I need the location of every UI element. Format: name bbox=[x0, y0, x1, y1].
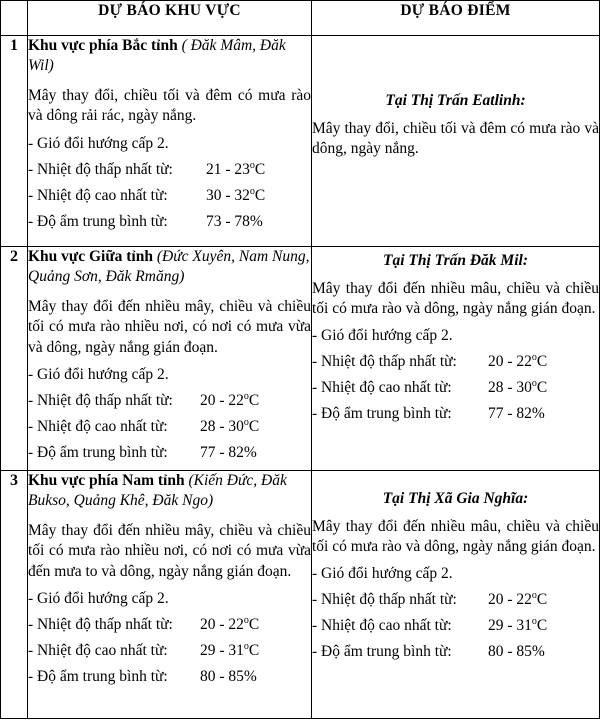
region-description: Mây thay đổi đến nhiều mây, chiều và chiều tối có mưa rào nhiều nơi, có nơi có mưa vừa và dông, ngày nắng gián đoạn. bbox=[28, 298, 311, 356]
min-temp: - Nhiệt độ thấp nhất từ: 20 - 22$^o$C bbox=[312, 352, 548, 371]
row-number: 3 bbox=[1, 471, 28, 719]
max-temp: - Nhiệt độ cao nhất từ: 30 - 32$^o$C bbox=[28, 185, 266, 204]
max-temp: - Nhiệt độ cao nhất từ: 29 - 31$^o$C bbox=[28, 640, 260, 659]
wind: - Gió đổi hướng cấp 2. bbox=[312, 327, 453, 345]
humidity: - Độ ẩm trung bình từ: 77 - 82% bbox=[312, 405, 545, 423]
min-temp: - Nhiệt độ thấp nhất từ: 20 - 22$^o$C bbox=[28, 390, 260, 409]
region-forecast bbox=[28, 36, 312, 247]
region-description: Mây thay đổi, chiều tối và đêm có mưa rào và dông rải rác, ngày nắng. bbox=[28, 87, 311, 125]
header-num bbox=[1, 1, 28, 36]
point-title: Tại Thị Trấn Đăk Mil: bbox=[383, 252, 528, 269]
forecast-row-2 bbox=[1, 247, 600, 471]
forecast-row-1 bbox=[1, 36, 600, 247]
region-forecast bbox=[28, 247, 312, 471]
region-title: Khu vực phía Bắc tỉnh ( Đăk Mâm, Đăk Wil) bbox=[28, 37, 286, 75]
min-temp: - Nhiệt độ thấp nhất từ: 20 - 22$^o$C bbox=[312, 590, 548, 609]
point-forecast bbox=[312, 36, 600, 247]
max-temp: - Nhiệt độ cao nhất từ: 28 - 30$^o$C bbox=[312, 378, 548, 397]
header-point: DỰ BÁO ĐIỂM bbox=[312, 1, 600, 36]
region-forecast bbox=[28, 471, 312, 719]
wind: - Gió đổi hướng cấp 2. bbox=[28, 134, 169, 152]
wind: - Gió đổi hướng cấp 2. bbox=[28, 365, 169, 383]
humidity: - Độ ẩm trung bình từ: 80 - 85% bbox=[312, 643, 545, 661]
region-title: Khu vực Giữa tỉnh (Đức Xuyên, Nam Nung, Quảng Sơn, Đăk Rmăng) bbox=[28, 248, 310, 286]
region-title: Khu vực phía Nam tỉnh (Kiến Đức, Đăk Bukso, Quảng Khê, Đăk Ngo) bbox=[28, 472, 287, 510]
humidity: - Độ ẩm trung bình từ: 80 - 85% bbox=[28, 667, 257, 685]
point-title: Tại Thị Xã Gia Nghĩa: bbox=[382, 490, 529, 507]
humidity: - Độ ẩm trung bình từ: 77 - 82% bbox=[28, 443, 257, 461]
max-temp: - Nhiệt độ cao nhất từ: 29 - 31$^o$C bbox=[312, 616, 548, 635]
row-number: 2 bbox=[1, 247, 28, 471]
forecast-row-3 bbox=[1, 471, 600, 719]
point-forecast bbox=[312, 471, 600, 719]
min-temp: - Nhiệt độ thấp nhất từ: 21 - 23$^o$C bbox=[28, 159, 266, 178]
point-description: Mây thay đổi đến nhiều mâu, chiều và chiều tối có mưa rào và dông, ngày nắng gián đoạn. bbox=[312, 280, 599, 318]
point-title: Tại Thị Trấn Eatlinh: bbox=[385, 92, 526, 109]
wind: - Gió đổi hướng cấp 2. bbox=[28, 589, 169, 607]
row-number: 1 bbox=[1, 36, 28, 247]
header-region: DỰ BÁO KHU VỰC bbox=[28, 1, 312, 36]
point-forecast bbox=[312, 247, 600, 471]
point-description: Mây thay đổi, chiều tối và đêm có mưa rào và dông, ngày nắng. bbox=[312, 120, 599, 158]
humidity: - Độ ẩm trung bình từ: 73 - 78% bbox=[28, 212, 263, 230]
min-temp: - Nhiệt độ thấp nhất từ: 20 - 22$^o$C bbox=[28, 614, 260, 633]
point-description: Mây thay đổi đến nhiều mâu, chiều và chiều tối có mưa rào và dông, ngày nắng gián đoạn. bbox=[312, 518, 599, 556]
region-description: Mây thay đổi đến nhiều mây, chiều và chiều tối có mưa rào nhiều nơi, có nơi có mưa vừa đến mưa to và dông, ngày nắng gián đoạn. bbox=[28, 522, 311, 580]
wind: - Gió đổi hướng cấp 2. bbox=[312, 565, 453, 583]
header-row bbox=[1, 1, 600, 36]
max-temp: - Nhiệt độ cao nhất từ: 28 - 30$^o$C bbox=[28, 416, 260, 435]
